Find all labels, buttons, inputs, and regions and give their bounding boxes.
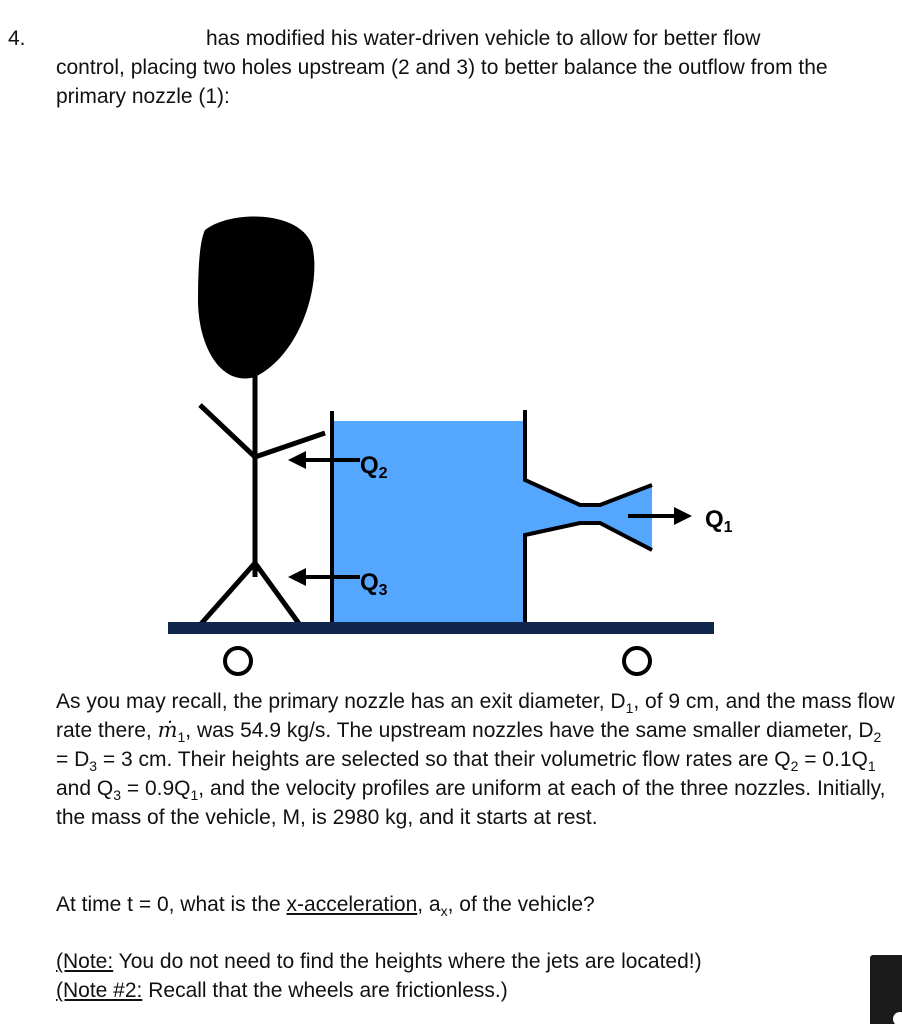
note-2-text: Recall that the wheels are frictionless.): [142, 979, 508, 1002]
prompt-sub: x: [440, 903, 448, 920]
q3-arrow-head: [288, 568, 306, 586]
desc-sub: 2: [790, 758, 799, 775]
desc-part: , and the velocity profiles are uniform at each of the three nozzles. Initially, the mass of the vehicle, M, is 2980 kg, and it starts at rest.: [56, 777, 886, 829]
note-1-text: You do not need to find the heights where the jets are located!): [113, 950, 702, 973]
intro-line-1: has modified his water-driven vehicle to allow for better flow: [206, 27, 761, 50]
nozzle-upper-wall: [525, 410, 652, 505]
prompt-mid: , a: [417, 893, 441, 916]
prompt-post: , of the vehicle?: [447, 893, 595, 916]
desc-part: = 3 cm. Their heights are selected so that their volumetric flow rates are Q: [97, 748, 791, 771]
person-head: [198, 216, 314, 378]
note-2-label: (Note #2:: [56, 979, 143, 1002]
desc-sub: 1: [190, 787, 199, 804]
prompt-term: x-acceleration: [286, 893, 418, 916]
q1-arrow-head: [674, 507, 692, 525]
intro-line-rest: control, placing two holes upstream (2 and 3) to better balance the outflow from the primary nozzle (1):: [56, 56, 828, 108]
question-intro: [56, 24, 886, 111]
person-arms: [200, 405, 325, 457]
desc-sub: 3: [113, 787, 122, 804]
desc-part: = 0.9Q: [121, 777, 191, 800]
desc-part: and Q: [56, 777, 114, 800]
desc-sub: 1: [625, 700, 634, 717]
desc-sub: 1: [177, 729, 186, 746]
desc-sub: 2: [873, 729, 882, 746]
desc-part: = D: [56, 748, 90, 771]
prompt-pre: At time t = 0, what is the: [56, 893, 287, 916]
q2-arrow-head: [288, 451, 306, 469]
cart-platform: [168, 622, 714, 634]
desc-part: As you may recall, the primary nozzle has an exit diameter, D: [56, 690, 626, 713]
desc-part: , of 9 cm, and the mass flow rate there,: [56, 690, 895, 742]
vehicle-diagram-svg: [160, 205, 760, 685]
q1-label: $Q_1$: [705, 506, 733, 536]
question-number: 4.: [8, 27, 26, 50]
person-legs: [200, 563, 300, 625]
mass-flow-symbol: ṁ: [157, 718, 178, 742]
note-2: [56, 976, 856, 1005]
q3-label: $Q_3$: [360, 569, 388, 599]
problem-description: [56, 687, 896, 832]
nozzle-lower-wall: [525, 523, 652, 624]
note-1-label: (Note:: [56, 950, 114, 973]
right-wheel: [624, 648, 650, 674]
notes: [56, 947, 856, 1005]
desc-part: = 0.1Q: [798, 748, 868, 771]
desc-sub: 1: [867, 758, 876, 775]
left-wheel: [225, 648, 251, 674]
question-prompt: [56, 890, 886, 919]
desc-part: , was 54.9 kg/s. The upstream nozzles have the same smaller diameter, D: [185, 719, 874, 742]
vehicle-diagram: [160, 205, 760, 685]
q2-label: $Q_2$: [360, 452, 388, 482]
note-1: [56, 947, 856, 976]
desc-sub: 3: [89, 758, 98, 775]
